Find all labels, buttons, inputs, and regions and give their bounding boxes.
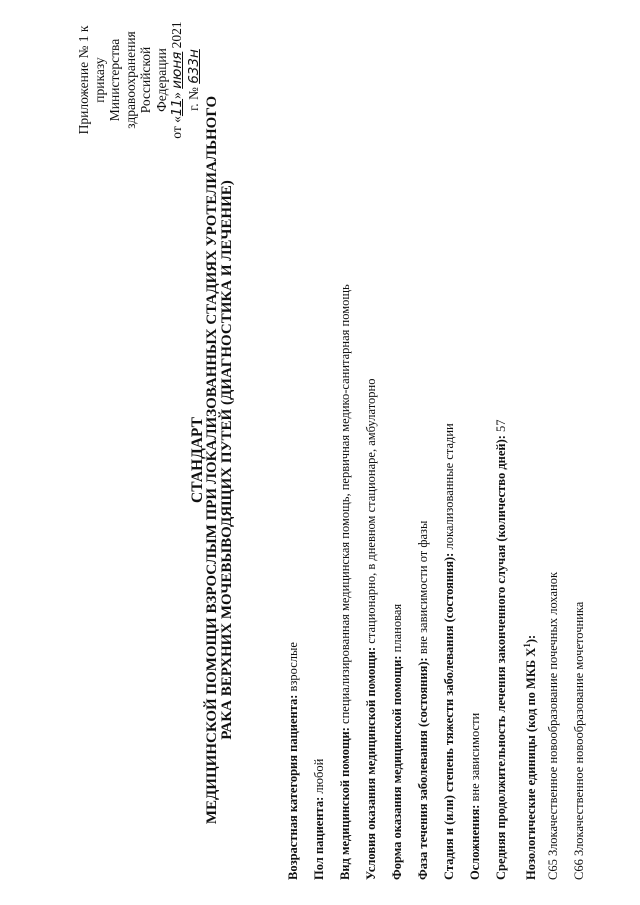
field-label: Нозологические единицы (код по МКБ X (524, 647, 539, 880)
field-value: взрослые (286, 642, 300, 692)
document-page (40, 20, 600, 880)
date-mid: » (169, 92, 184, 99)
order-number: 633н (185, 49, 202, 84)
field-value: 57 (494, 419, 508, 432)
field-value: плановая (390, 603, 404, 653)
field-label: Пол пациента: (312, 796, 326, 880)
field-value: специализированная медицинская помощь, первичная медико-санитарная помощь (338, 284, 352, 724)
field-line (358, 50, 384, 880)
field-value: вне зависимости (468, 712, 482, 802)
field-value: стационарно, в дневном стационаре, амбулаторно (364, 378, 378, 644)
icd-description: Злокачественное новообразование мочеточника (572, 601, 586, 857)
appendix-line-1: Приложение № 1 к приказу (76, 25, 107, 135)
field-label: Вид медицинской помощи: (338, 727, 352, 880)
appendix-line-2: Министерства здравоохранения (107, 31, 138, 129)
icd-code: C66 (572, 859, 586, 880)
field-label: Осложнения: (468, 804, 482, 880)
field-label: Стадия и (или) степень тяжести заболевания (состояния): (442, 552, 456, 880)
icd-code: C65 (546, 859, 560, 880)
standard-fields (280, 50, 592, 880)
field-value: любой (312, 758, 326, 794)
title-line-3: РАКА ВЕРХНИХ МОЧЕВЫВОДЯЩИХ ПУТЕЙ (ДИАГНОСТИКА И ЛЕЧЕНИЕ) (219, 180, 235, 740)
field-line (306, 50, 332, 880)
date-day: 11 (169, 98, 185, 117)
title-line-1: СТАНДАРТ (189, 417, 206, 503)
document-title (190, 70, 235, 850)
field-line (384, 50, 410, 880)
icd-code-line (566, 50, 592, 880)
date-month: июня (169, 51, 185, 89)
field-line (280, 50, 306, 880)
field-value: локализованные стадии (442, 423, 456, 550)
appendix-line-3: Российской Федерации (138, 46, 169, 114)
field-line (462, 50, 488, 880)
field-line (436, 50, 462, 880)
icd-code-line (540, 50, 566, 880)
field-label-suffix: ): (524, 634, 539, 644)
field-label: Фаза течения заболевания (состояния): (416, 657, 430, 880)
icd-description: Злокачественное новообразование почечных лоханок (546, 571, 560, 857)
field-line (514, 50, 540, 880)
field-label: Возрастная категория пациента: (286, 694, 300, 880)
field-label: Форма оказания медицинской помощи: (390, 655, 404, 880)
title-line-2: МЕДИЦИНСКОЙ ПОМОЩИ ВЗРОСЛЫМ ПРИ ЛОКАЛИЗОВАННЫХ СТАДИЯХ УРОТЕЛИАЛЬНОГО (204, 95, 220, 825)
appendix-block (76, 20, 202, 140)
field-line (410, 50, 436, 880)
field-label: Средняя продолжительность лечения законченного случая (количество дней): (494, 435, 508, 880)
footnote-marker: 1 (522, 643, 532, 648)
date-prefix: от « (169, 116, 184, 139)
field-label: Условия оказания медицинской помощи: (364, 646, 378, 880)
field-line (332, 50, 358, 880)
field-line (488, 50, 514, 880)
field-value: вне зависимости от фазы (416, 520, 430, 655)
date-year: 2021 г. № (169, 21, 201, 111)
